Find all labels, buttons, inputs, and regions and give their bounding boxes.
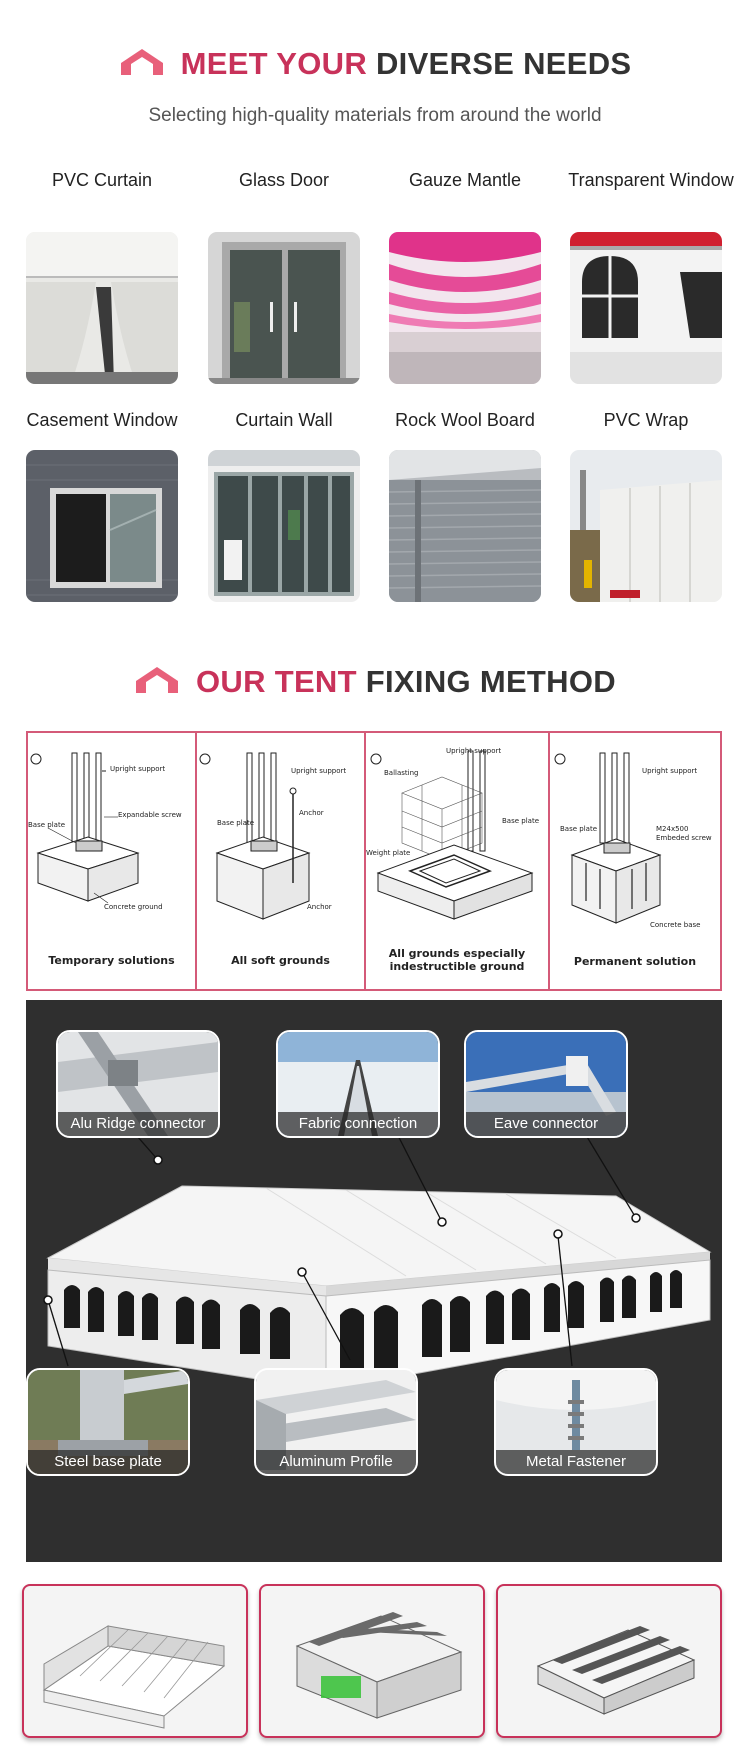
callout-label: Alu Ridge connector: [58, 1112, 218, 1136]
material-label: PVC Wrap: [603, 410, 689, 430]
method-caption: Permanent solution: [573, 955, 697, 968]
material-label: Transparent Window: [568, 170, 734, 190]
fixing-methods-panel: [26, 731, 722, 991]
callout-alu-ridge-connector: [56, 1030, 220, 1138]
material-label: Gauze Mantle: [408, 170, 522, 190]
diagram-label: Upright support: [446, 747, 502, 755]
callout-label: Aluminum Profile: [256, 1450, 416, 1474]
tent-render-grey-white: [261, 1586, 483, 1736]
callout-aluminum-profile: [254, 1368, 418, 1476]
material-label: Glass Door: [238, 170, 330, 190]
tent-render-card-2: [259, 1584, 485, 1738]
material-label: PVC Curtain: [51, 170, 153, 190]
title-dark-text: DIVERSE NEEDS: [375, 46, 632, 81]
callout-fabric-connection: [276, 1030, 440, 1138]
section-title-fixing-method: [0, 664, 750, 703]
tent-render-card-1: [22, 1584, 248, 1738]
material-label: Casement Window: [26, 410, 178, 430]
method-caption: Temporary solutions: [48, 954, 175, 967]
pvc-curtain-image: [26, 232, 178, 384]
tent-render-card-3: [496, 1584, 722, 1738]
method-caption-line2: indestructible ground: [389, 960, 525, 973]
diagram-label: Concrete ground: [104, 903, 163, 911]
roof-logo-icon: [119, 47, 165, 85]
section-title-diverse-needs: [0, 46, 750, 85]
diagram-label: Weight plate: [366, 849, 411, 857]
tent-render-white: [24, 1586, 246, 1736]
gauze-mantle-image: [389, 232, 541, 384]
diagram-label: Base plate: [560, 825, 597, 833]
diagram-label: Anchor: [307, 903, 332, 911]
glass-door-image: [208, 232, 360, 384]
diagram-label: Upright support: [110, 765, 166, 773]
diagram-label: Base plate: [28, 821, 65, 829]
rock-wool-board-image: [389, 450, 541, 602]
callout-steel-base-plate: [26, 1368, 190, 1476]
method-caption: All grounds especially: [388, 947, 526, 960]
callout-eave-connector: [464, 1030, 628, 1138]
fixing-method-3: [366, 733, 548, 989]
diagram-label: Anchor: [299, 809, 324, 817]
diagram-label: Expandable screw: [118, 811, 182, 819]
diagram-label: Base plate: [502, 817, 539, 825]
method-caption: All soft grounds: [231, 954, 330, 967]
diagram-label: Upright support: [642, 767, 698, 775]
fixing-method-1: [28, 733, 195, 989]
transparent-window-image: [570, 232, 722, 384]
casement-window-image: [26, 450, 178, 602]
tent-structure-diagram: [26, 1000, 722, 1562]
diagram-label: Ballasting: [384, 769, 419, 777]
callout-label: Metal Fastener: [496, 1450, 656, 1474]
material-label: Curtain Wall: [235, 410, 333, 430]
diagram-label: M24x500: [656, 825, 689, 833]
callout-label: Steel base plate: [28, 1450, 188, 1474]
diagram-label: Base plate: [217, 819, 254, 827]
fixing-method-4: [550, 733, 720, 989]
section-subtitle: Selecting high-quality materials from around the world: [148, 105, 602, 126]
callout-label: Fabric connection: [278, 1112, 438, 1136]
pvc-wrap-image: [570, 450, 722, 602]
title-accent-text: MEET YOUR: [180, 46, 368, 81]
callout-label: Eave connector: [466, 1112, 626, 1136]
title-dark-text: FIXING METHOD: [365, 664, 616, 699]
diagram-label: Concrete base: [650, 921, 701, 929]
diagram-label: Embeded screw: [656, 834, 712, 842]
title-accent-text: OUR TENT: [196, 664, 357, 699]
material-label: Rock Wool Board: [395, 410, 535, 430]
diagram-label: Upright support: [291, 767, 347, 775]
callout-metal-fastener: [494, 1368, 658, 1476]
fixing-method-2: [197, 733, 364, 989]
roof-logo-icon: [134, 665, 180, 703]
tent-render-striped: [498, 1586, 720, 1736]
curtain-wall-image: [208, 450, 360, 602]
